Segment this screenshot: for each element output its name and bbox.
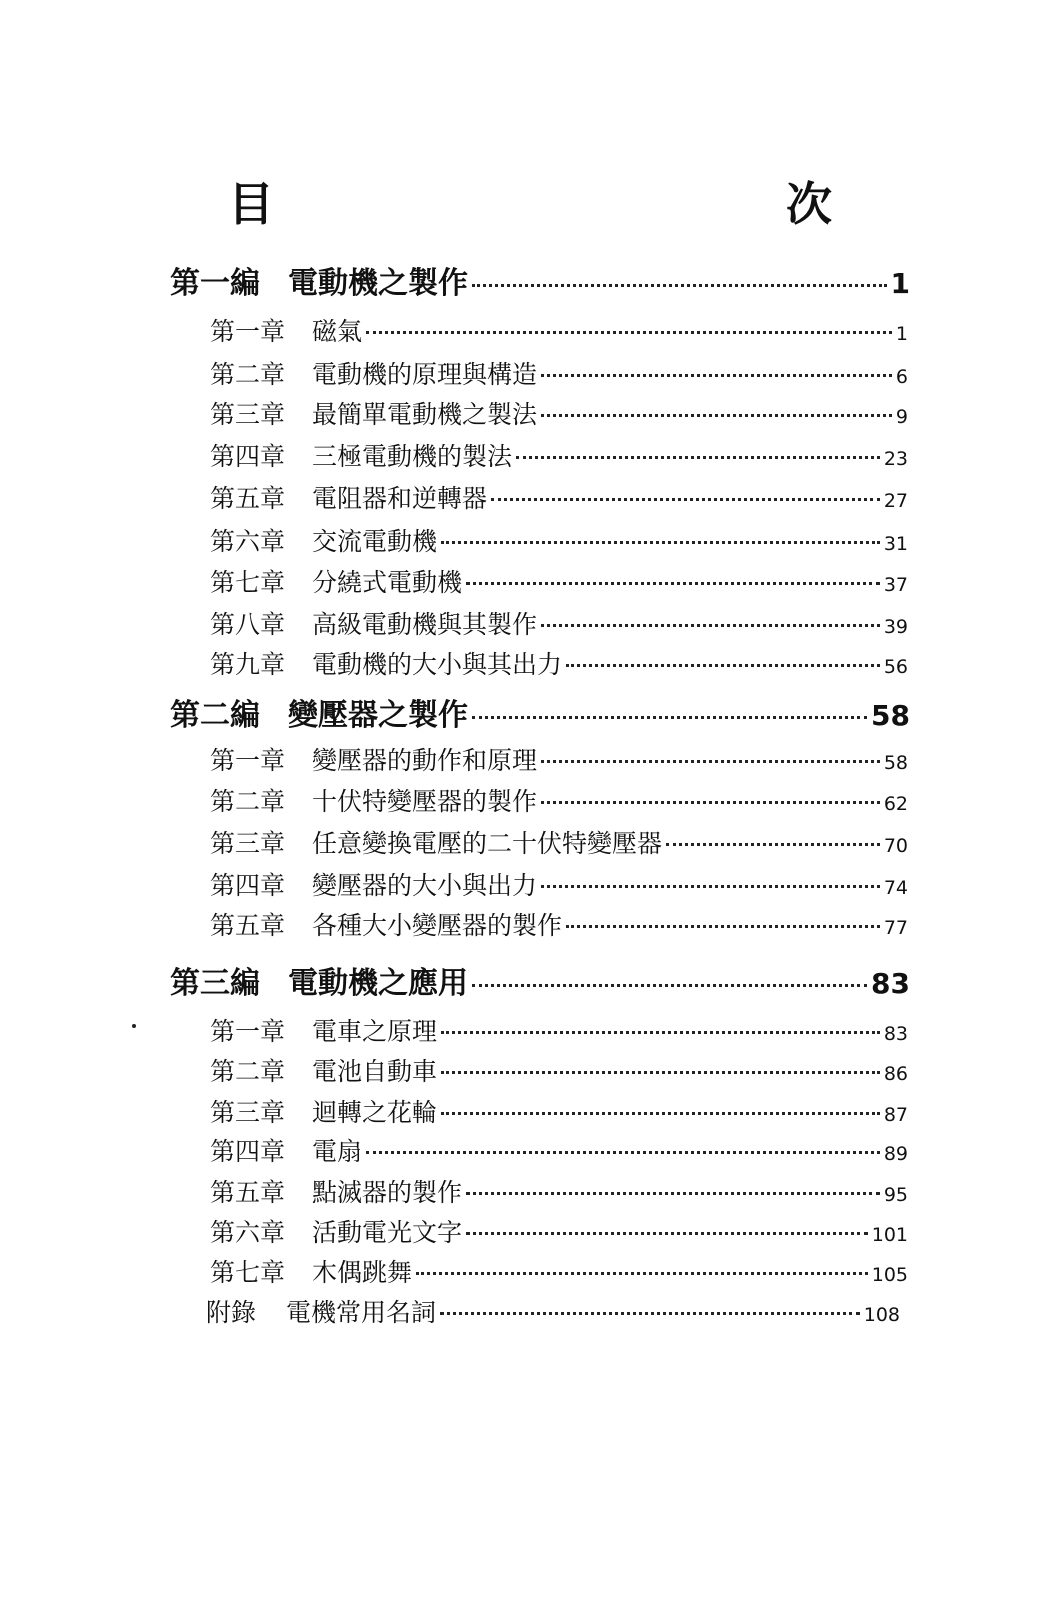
chapter-label: 第六章 — [210, 527, 286, 556]
chapter-heading: 迴轉之花輪 — [312, 1098, 438, 1127]
print-speck — [132, 1024, 136, 1028]
page-number: 1 — [890, 267, 910, 300]
chapter-row — [210, 1052, 908, 1088]
part-heading: 電動機之製作 — [288, 266, 468, 301]
page-number: 6 — [895, 366, 908, 388]
chapter-heading: 木偶跳舞 — [312, 1258, 413, 1287]
chapter-label: 第三章 — [210, 829, 286, 858]
chapter-label: 第一章 — [210, 1017, 286, 1046]
page-number: 58 — [883, 752, 908, 774]
chapter-row — [210, 355, 908, 391]
chapter-row — [210, 479, 908, 515]
chapter-row — [210, 437, 908, 473]
chapter-label: 第五章 — [210, 484, 286, 513]
dot-leader — [541, 414, 892, 417]
dot-leader — [472, 984, 867, 987]
appendix-label: 附錄 — [206, 1298, 257, 1327]
chapter-label: 第七章 — [210, 568, 286, 597]
chapter-row — [210, 1253, 908, 1289]
part-label: 第一編 — [170, 266, 260, 301]
chapter-label: 第四章 — [210, 871, 286, 900]
dot-leader — [541, 885, 880, 888]
page-number: 89 — [883, 1143, 908, 1165]
chapter-label: 第二章 — [210, 1057, 286, 1086]
page-number: 1 — [895, 323, 908, 345]
dot-leader — [466, 582, 880, 585]
chapter-label: 第一章 — [210, 746, 286, 775]
chapter-row — [210, 522, 908, 558]
chapter-row — [210, 395, 908, 431]
dot-leader — [472, 716, 867, 719]
dot-leader — [516, 456, 880, 459]
appendix-row — [206, 1293, 900, 1329]
page-number: 74 — [883, 877, 908, 899]
chapter-row — [210, 906, 908, 942]
page-number: 87 — [883, 1104, 908, 1126]
part-label: 第三編 — [170, 966, 260, 1001]
dot-leader — [541, 374, 892, 377]
chapter-row — [210, 866, 908, 902]
dot-leader — [366, 331, 892, 334]
page-number: 56 — [883, 656, 908, 678]
part-label: 第二編 — [170, 698, 260, 733]
chapter-row — [210, 605, 908, 641]
dot-leader — [666, 843, 880, 846]
page-number: 83 — [883, 1023, 908, 1045]
dot-leader — [440, 1312, 860, 1315]
chapter-heading: 變壓器的動作和原理 — [312, 746, 538, 775]
part-1-row — [170, 258, 910, 302]
page-number: 37 — [883, 574, 908, 596]
page-number: 58 — [871, 699, 910, 732]
page-number: 86 — [883, 1063, 908, 1085]
dot-leader — [441, 1071, 880, 1074]
page-number: 108 — [863, 1304, 900, 1326]
chapter-row — [210, 1093, 908, 1129]
chapter-heading: 十伏特變壓器的製作 — [312, 787, 538, 816]
chapter-heading: 活動電光文字 — [312, 1218, 463, 1247]
page-number: 105 — [871, 1264, 908, 1286]
chapter-heading: 電池自動車 — [312, 1057, 438, 1086]
appendix-heading: 電機常用名詞 — [286, 1298, 437, 1327]
chapter-heading: 磁氣 — [312, 317, 363, 346]
part-heading: 電動機之應用 — [288, 966, 468, 1001]
chapter-row — [210, 741, 908, 777]
dot-leader — [566, 664, 880, 667]
chapter-label: 第二章 — [210, 360, 286, 389]
part-2-row — [170, 690, 910, 734]
chapter-label: 第四章 — [210, 442, 286, 471]
dot-leader — [366, 1151, 880, 1154]
chapter-label: 第五章 — [210, 911, 286, 940]
chapter-row — [210, 312, 908, 348]
page-title: 目 次 — [228, 177, 972, 231]
chapter-heading: 分繞式電動機 — [312, 568, 463, 597]
page-number: 95 — [883, 1184, 908, 1206]
dot-leader — [441, 1031, 880, 1034]
chapter-heading: 電扇 — [312, 1137, 363, 1166]
chapter-heading: 高級電動機與其製作 — [312, 610, 538, 639]
chapter-heading: 電動機的原理與構造 — [312, 360, 538, 389]
chapter-heading: 電車之原理 — [312, 1017, 438, 1046]
page-number: 23 — [883, 448, 908, 470]
chapter-heading: 交流電動機 — [312, 527, 438, 556]
dot-leader — [491, 498, 880, 501]
page-number: 39 — [883, 616, 908, 638]
chapter-label: 第六章 — [210, 1218, 286, 1247]
dot-leader — [541, 760, 880, 763]
page-number: 9 — [895, 406, 908, 428]
chapter-label: 第一章 — [210, 317, 286, 346]
chapter-heading: 最簡單電動機之製法 — [312, 400, 538, 429]
dot-leader — [441, 541, 880, 544]
chapter-row — [210, 1012, 908, 1048]
chapter-label: 第四章 — [210, 1137, 286, 1166]
chapter-label: 第三章 — [210, 400, 286, 429]
dot-leader — [566, 925, 880, 928]
chapter-label: 第二章 — [210, 787, 286, 816]
chapter-row — [210, 1132, 908, 1168]
chapter-label: 第三章 — [210, 1098, 286, 1127]
part-3-row — [170, 958, 910, 1002]
chapter-heading: 三極電動機的製法 — [312, 442, 513, 471]
dot-leader — [466, 1232, 868, 1235]
page-number: 83 — [871, 967, 910, 1000]
page-number: 101 — [871, 1224, 908, 1246]
chapter-row — [210, 563, 908, 599]
page-number: 31 — [883, 533, 908, 555]
page-number: 62 — [883, 793, 908, 815]
dot-leader — [541, 801, 880, 804]
chapter-row — [210, 782, 908, 818]
chapter-heading: 任意變換電壓的二十伏特變壓器 — [312, 829, 663, 858]
dot-leader — [441, 1112, 880, 1115]
chapter-label: 第七章 — [210, 1258, 286, 1287]
page-number: 70 — [883, 835, 908, 857]
chapter-row — [210, 1213, 908, 1249]
chapter-label: 第五章 — [210, 1178, 286, 1207]
dot-leader — [466, 1192, 880, 1195]
page-number: 77 — [883, 917, 908, 939]
part-heading: 變壓器之製作 — [288, 698, 468, 733]
chapter-label: 第八章 — [210, 610, 286, 639]
chapter-heading: 電阻器和逆轉器 — [312, 484, 488, 513]
chapter-heading: 變壓器的大小與出力 — [312, 871, 538, 900]
page-number: 27 — [883, 490, 908, 512]
dot-leader — [472, 284, 887, 287]
dot-leader — [541, 624, 880, 627]
chapter-row — [210, 1173, 908, 1209]
chapter-heading: 電動機的大小與其出力 — [312, 650, 563, 679]
chapter-label: 第九章 — [210, 650, 286, 679]
chapter-heading: 點滅器的製作 — [312, 1178, 463, 1207]
chapter-heading: 各種大小變壓器的製作 — [312, 911, 563, 940]
dot-leader — [416, 1272, 868, 1275]
chapter-row — [210, 645, 908, 681]
chapter-row — [210, 824, 908, 860]
